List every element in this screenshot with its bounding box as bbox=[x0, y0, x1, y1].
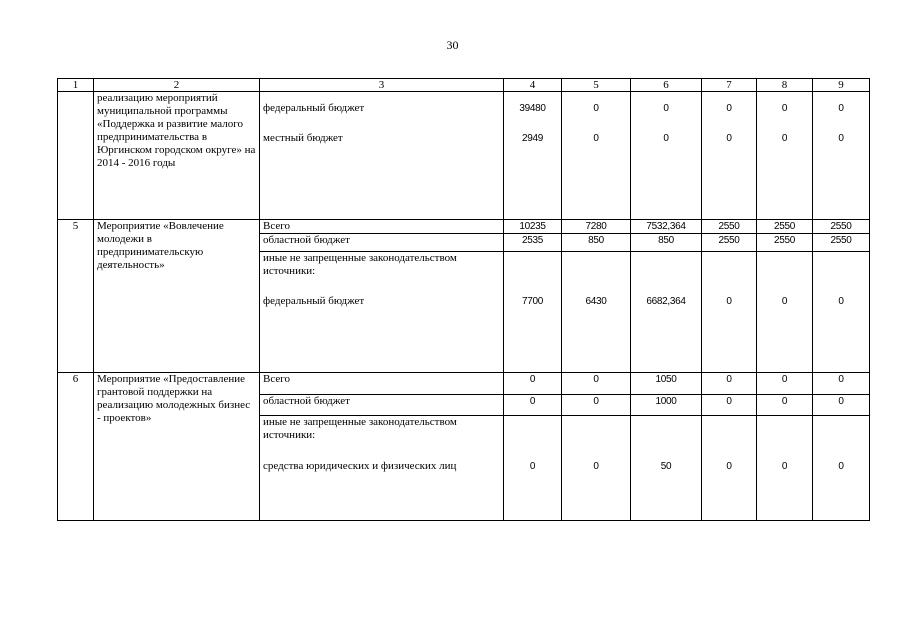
value-cell: 2550 bbox=[702, 220, 757, 234]
measure-name-cell bbox=[94, 92, 260, 220]
table-row bbox=[58, 373, 870, 395]
value-cell: 0 bbox=[562, 373, 631, 395]
source-label: федеральный бюджет bbox=[263, 295, 365, 307]
value-cell: 0 bbox=[757, 373, 813, 395]
value-cell: 850 bbox=[631, 234, 702, 252]
measure-name-cell: Мероприятие «Вовлечение молодежи в предпринимательскую деятельность» bbox=[94, 220, 260, 373]
value-cell: 850 bbox=[562, 234, 631, 252]
source-label: Всего bbox=[260, 220, 504, 234]
header-cell: 9 bbox=[813, 79, 870, 92]
value-cell: 2550 bbox=[813, 220, 870, 234]
budget-table bbox=[57, 78, 870, 521]
value-cell: 0 bbox=[702, 252, 757, 373]
header-cell: 4 bbox=[504, 79, 562, 92]
source-label: иные не запрещенные законодательством источники: bbox=[263, 252, 457, 277]
value-cell: 1050 bbox=[631, 373, 702, 395]
source-label: средства юридических и физических лиц bbox=[263, 460, 457, 472]
source-label: иные не запрещенные законодательством источники: bbox=[263, 416, 457, 441]
value-cell: 0 bbox=[813, 252, 870, 373]
value-cell: 0 bbox=[504, 416, 562, 521]
index-cell: 5 bbox=[58, 220, 94, 373]
value-cell: 0 bbox=[813, 416, 870, 521]
value-cell: 0 bbox=[757, 252, 813, 373]
table-row bbox=[58, 92, 870, 220]
value-cell: 1000 bbox=[631, 395, 702, 416]
value-cell: 0 bbox=[813, 395, 870, 416]
value-cell: 0 bbox=[702, 373, 757, 395]
value-cell: 10235 bbox=[504, 220, 562, 234]
value-cell: 0 bbox=[757, 395, 813, 416]
source-label: федеральный бюджет bbox=[263, 102, 365, 114]
value-cell: 2550 bbox=[813, 234, 870, 252]
source-label: областной бюджет bbox=[260, 395, 504, 416]
index-cell: 6 bbox=[58, 373, 94, 521]
value-cell: 2550 bbox=[757, 220, 813, 234]
page-number: 30 bbox=[446, 38, 459, 52]
table-row bbox=[58, 220, 870, 234]
value-cell: 0 bbox=[562, 395, 631, 416]
header-cell: 8 bbox=[757, 79, 813, 92]
value-cell: 0 bbox=[813, 373, 870, 395]
value-cell: 0 0 bbox=[631, 92, 702, 220]
value-cell: 50 bbox=[631, 416, 702, 521]
source-cell bbox=[260, 416, 504, 521]
value-cell: 2550 bbox=[757, 234, 813, 252]
header-cell: 6 bbox=[631, 79, 702, 92]
value-cell: 6430 bbox=[562, 252, 631, 373]
measure-name: реализацию мероприятий муниципальной программы «Поддержка и развитие малого предпринимательства в Юргинском городском округе» на 2014 - 2016 годы bbox=[97, 92, 256, 169]
value-cell: 0 0 bbox=[562, 92, 631, 220]
source-label: областной бюджет bbox=[260, 234, 504, 252]
value-cell: 0 0 bbox=[702, 92, 757, 220]
value-cell: 7280 bbox=[562, 220, 631, 234]
value-cell: 39480 2949 bbox=[504, 92, 562, 220]
value-cell: 0 bbox=[504, 395, 562, 416]
value-cell: 0 bbox=[504, 373, 562, 395]
header-cell: 7 bbox=[702, 79, 757, 92]
value-cell: 0 0 bbox=[813, 92, 870, 220]
value-cell: 0 bbox=[702, 395, 757, 416]
value-cell: 2535 bbox=[504, 234, 562, 252]
value-cell: 0 bbox=[562, 416, 631, 521]
source-cell bbox=[260, 252, 504, 373]
measure-name-cell: Мероприятие «Предоставление грантовой поддержки на реализацию молодежных бизнес - проектов» bbox=[94, 373, 260, 521]
header-cell: 3 bbox=[260, 79, 504, 92]
value-cell: 0 0 bbox=[757, 92, 813, 220]
header-row bbox=[58, 79, 870, 92]
header-cell: 1 bbox=[58, 79, 94, 92]
value-cell: 6682,364 bbox=[631, 252, 702, 373]
value-cell: 0 bbox=[702, 416, 757, 521]
index-cell bbox=[58, 92, 94, 220]
source-label: местный бюджет bbox=[263, 132, 343, 144]
source-label: Всего bbox=[260, 373, 504, 395]
value-cell: 0 bbox=[757, 416, 813, 521]
value-cell: 7532,364 bbox=[631, 220, 702, 234]
header-cell: 5 bbox=[562, 79, 631, 92]
value-cell: 2550 bbox=[702, 234, 757, 252]
source-cell bbox=[260, 92, 504, 220]
header-cell: 2 bbox=[94, 79, 260, 92]
value-cell: 7700 bbox=[504, 252, 562, 373]
